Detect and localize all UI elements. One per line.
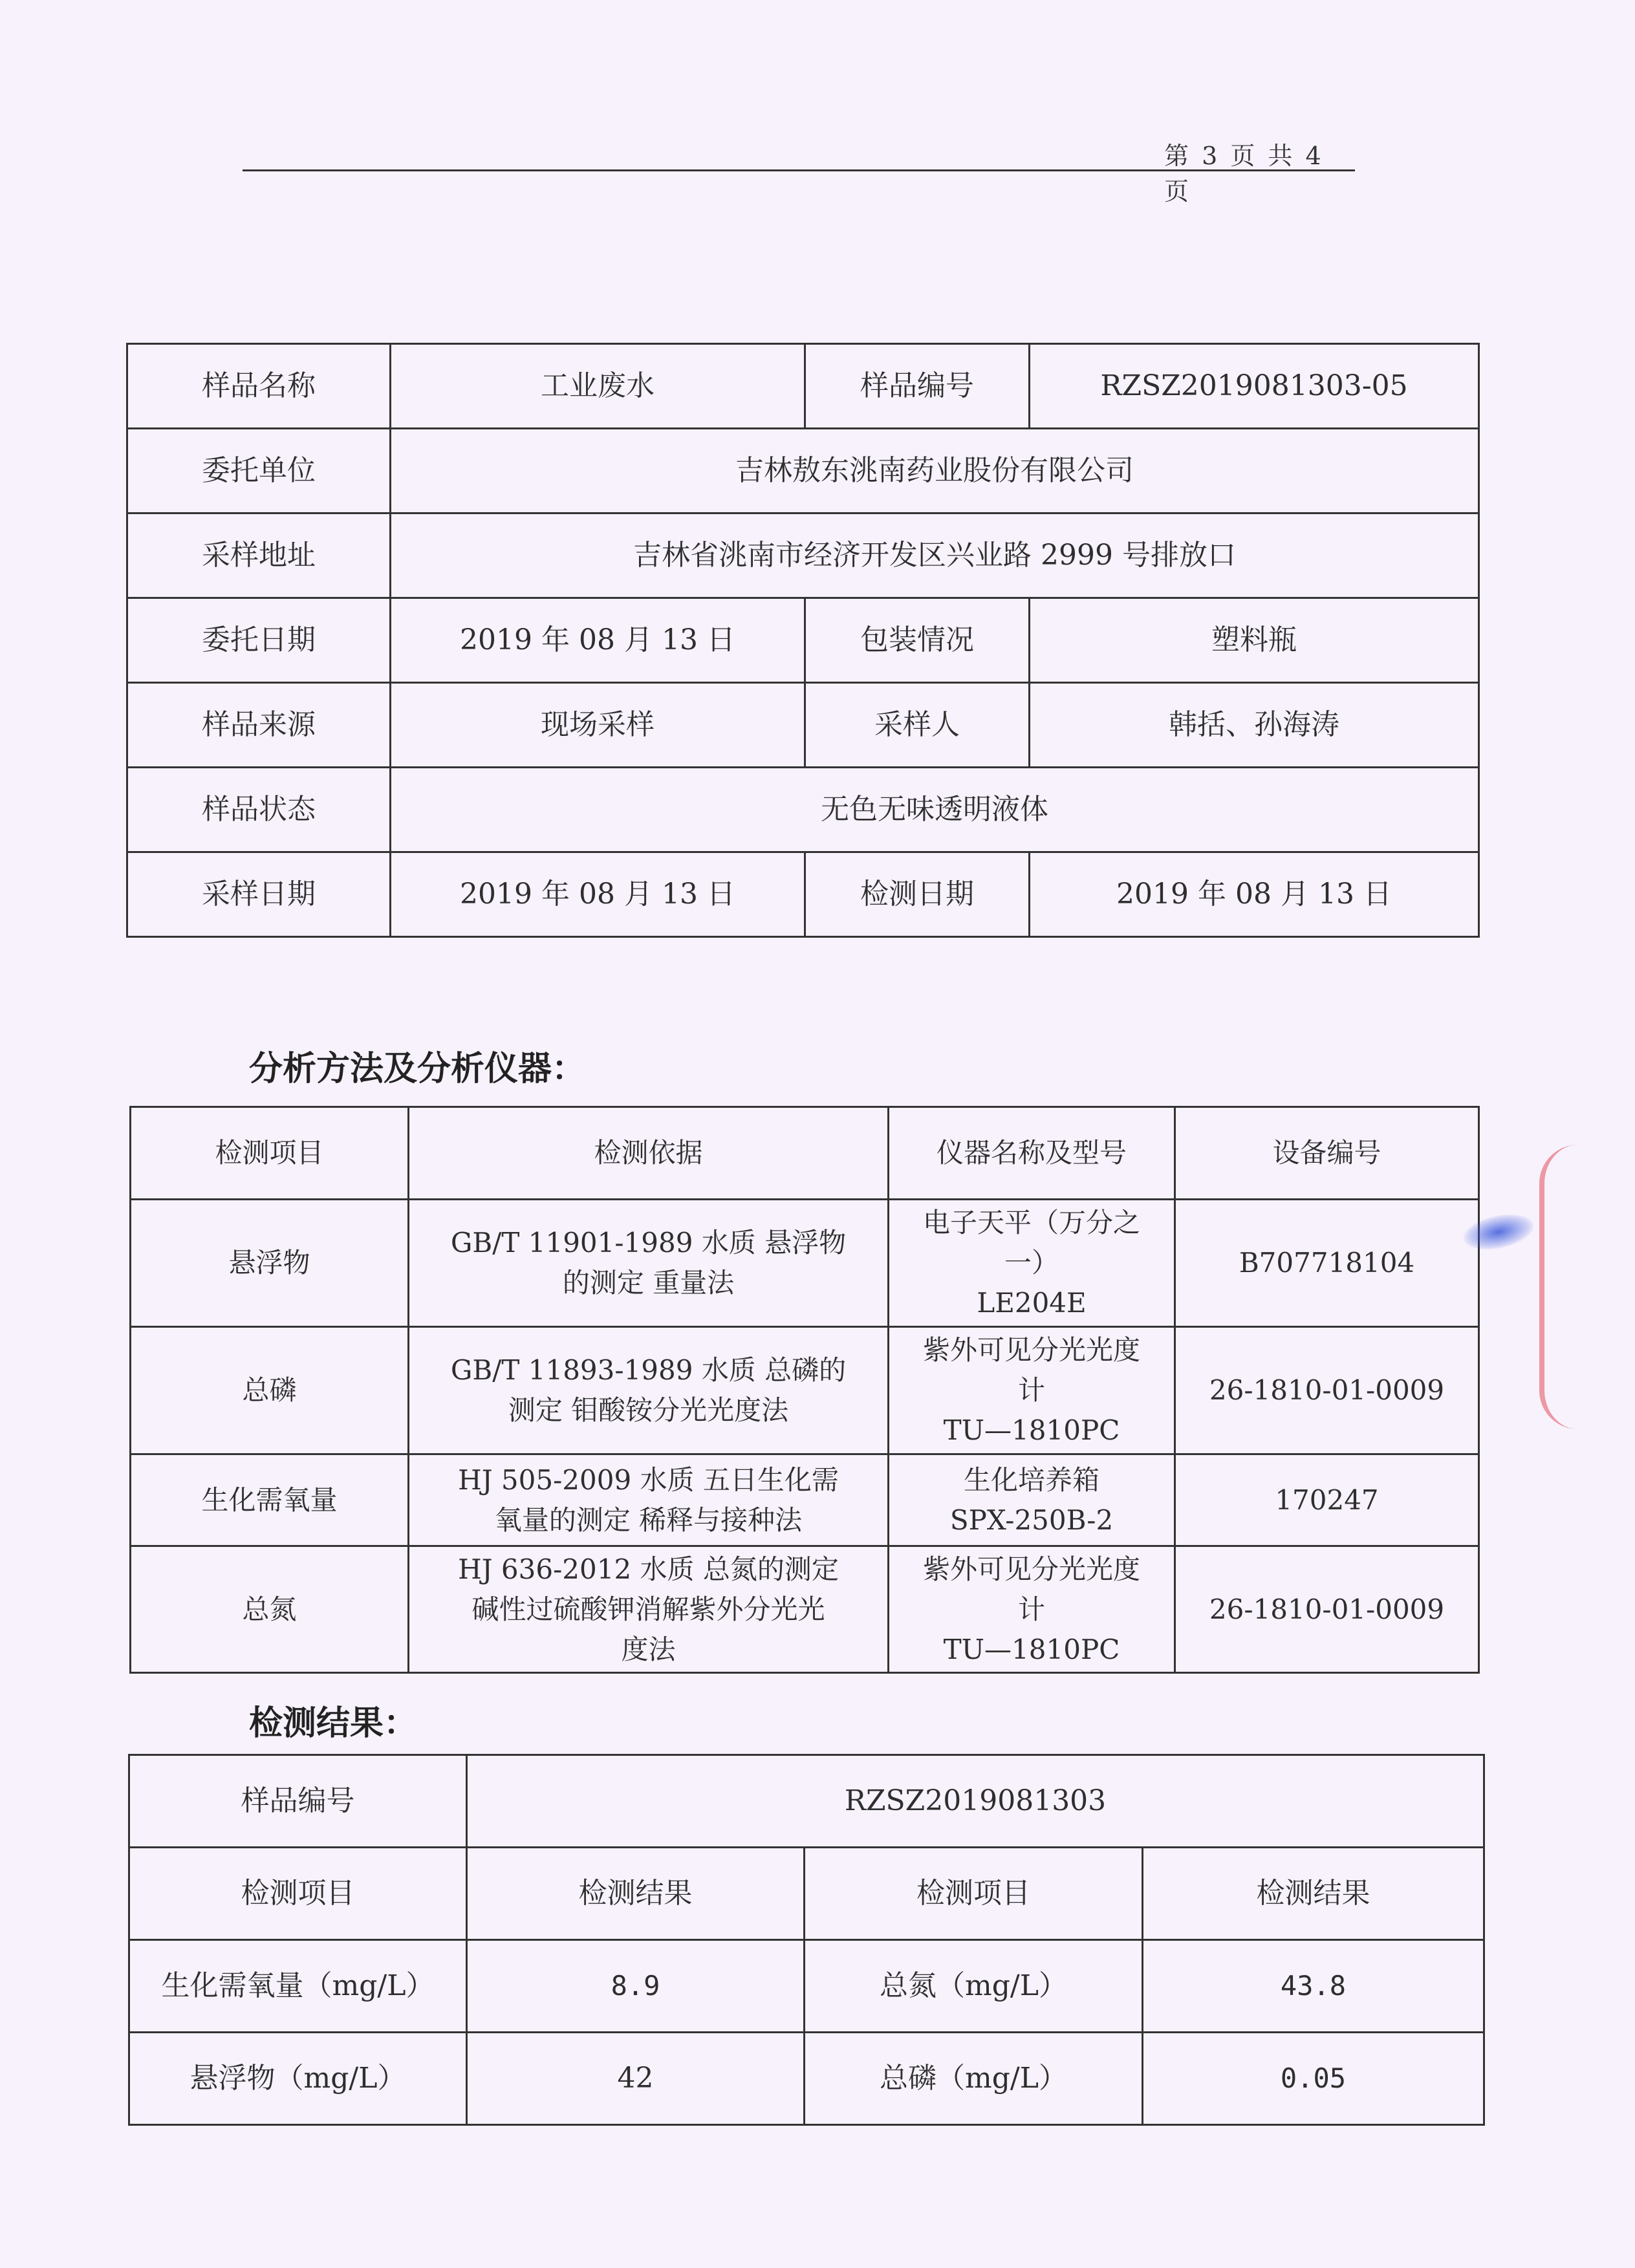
instrument-line: 一） [1004, 1247, 1059, 1279]
result-sample-id-value: RZSZ2019081303 [467, 1755, 1484, 1848]
table-header-row [131, 1107, 1479, 1200]
packaging-label: 包装情况 [805, 598, 1030, 683]
test-item: 悬浮物 [131, 1200, 409, 1327]
analysis-method-table [129, 1106, 1480, 1674]
column-header: 检测结果 [1143, 1848, 1484, 1940]
instrument-line: LE204E [977, 1287, 1087, 1319]
equipment-id: 170247 [1175, 1454, 1479, 1546]
result-value: 43.8 [1143, 1940, 1484, 2033]
table-row [131, 1327, 1479, 1454]
table-row [129, 1755, 1484, 1848]
instrument-line: 紫外可见分光光度 [922, 1553, 1140, 1585]
sample-name-label: 样品名称 [127, 344, 391, 429]
column-header: 检测项目 [129, 1848, 467, 1940]
table-row [129, 1940, 1484, 2033]
client-value: 吉林敖东洮南药业股份有限公司 [391, 429, 1479, 513]
test-basis-line: 的测定 重量法 [562, 1267, 735, 1299]
instrument [889, 1327, 1175, 1454]
address-value: 吉林省洮南市经济开发区兴业路 2999 号排放口 [391, 513, 1479, 598]
instrument-line: 计 [1017, 1593, 1045, 1625]
test-basis-line: GB/T 11893-1989 水质 总磷的 [450, 1354, 847, 1386]
instrument-line: 电子天平（万分之 [922, 1207, 1140, 1238]
result-value: 0.05 [1143, 2033, 1484, 2125]
result-item: 生化需氧量（mg/L） [129, 1940, 467, 2033]
sampler-value: 韩括、孙海涛 [1030, 683, 1479, 768]
test-basis-line: HJ 505-2009 水质 五日生化需 [458, 1463, 839, 1496]
instrument-line: 紫外可见分光光度 [922, 1334, 1140, 1366]
table-row [127, 513, 1479, 598]
sample-name-value: 工业废水 [391, 344, 805, 429]
packaging-value: 塑料瓶 [1030, 598, 1479, 683]
column-header: 检测依据 [409, 1107, 889, 1200]
sampling-date-label: 采样日期 [127, 852, 391, 937]
result-item: 总氮（mg/L） [805, 1940, 1143, 2033]
result-value: 42 [467, 2033, 805, 2125]
table-row [127, 598, 1479, 683]
source-value: 现场采样 [391, 683, 805, 768]
official-seal-stamp [1539, 1145, 1635, 1429]
instrument-line: 生化培养箱 [963, 1463, 1099, 1496]
table-row [131, 1546, 1479, 1673]
table-row [127, 344, 1479, 429]
commission-date-value: 2019 年 08 月 13 日 [391, 598, 805, 683]
column-header: 检测项目 [131, 1107, 409, 1200]
table-row [127, 683, 1479, 768]
instrument [889, 1454, 1175, 1546]
results-section-title: 检测结果： [249, 1704, 418, 1743]
results-table [128, 1754, 1485, 2126]
test-basis-line: 测定 钼酸铵分光光度法 [508, 1394, 789, 1426]
sample-id-value: RZSZ2019081303-05 [1030, 344, 1479, 429]
instrument-line: TU—1810PC [943, 1414, 1120, 1446]
instrument-line: TU—1810PC [943, 1633, 1120, 1665]
column-header: 仪器名称及型号 [889, 1107, 1175, 1200]
sampling-date-value: 2019 年 08 月 13 日 [391, 852, 805, 937]
test-item: 总磷 [131, 1327, 409, 1454]
sample-id-label: 样品编号 [805, 344, 1030, 429]
table-row [127, 768, 1479, 852]
result-sample-id-label: 样品编号 [129, 1755, 467, 1848]
column-header: 检测项目 [805, 1848, 1143, 1940]
table-row [127, 429, 1479, 513]
table-header-row [129, 1848, 1484, 1940]
equipment-id: 26-1810-01-0009 [1175, 1327, 1479, 1454]
test-basis-line: GB/T 11901-1989 水质 悬浮物 [450, 1227, 847, 1258]
source-label: 样品来源 [127, 683, 391, 768]
page-number: 第 3 页 共 4 页 [1164, 142, 1324, 206]
test-date-value: 2019 年 08 月 13 日 [1030, 852, 1479, 937]
test-date-label: 检测日期 [805, 852, 1030, 937]
instrument [889, 1546, 1175, 1673]
table-row [131, 1200, 1479, 1327]
table-row [131, 1454, 1479, 1546]
test-basis [409, 1327, 889, 1454]
column-header: 设备编号 [1175, 1107, 1479, 1200]
instrument-line: SPX-250B-2 [949, 1504, 1114, 1536]
test-basis-line: 氧量的测定 稀释与接种法 [494, 1504, 803, 1536]
test-basis [409, 1454, 889, 1546]
test-item: 总氮 [131, 1546, 409, 1673]
state-label: 样品状态 [127, 768, 391, 852]
column-header: 检测结果 [467, 1848, 805, 1940]
result-item: 总磷（mg/L） [805, 2033, 1143, 2125]
commission-date-label: 委托日期 [127, 598, 391, 683]
sample-info-table [126, 343, 1480, 938]
test-basis-line: HJ 636-2012 水质 总氮的测定 [458, 1553, 839, 1585]
instrument-line: 计 [1017, 1374, 1045, 1406]
table-row [127, 852, 1479, 937]
analysis-section-title: 分析方法及分析仪器： [249, 1050, 586, 1088]
test-basis [409, 1200, 889, 1327]
result-value: 8.9 [467, 1940, 805, 2033]
test-basis [409, 1546, 889, 1673]
equipment-id: B707718104 [1175, 1200, 1479, 1327]
sampler-label: 采样人 [805, 683, 1030, 768]
test-basis-line: 碱性过硫酸钾消解紫外分光光 [471, 1593, 825, 1625]
table-row [129, 2033, 1484, 2125]
header-rule [243, 169, 1355, 171]
test-item: 生化需氧量 [131, 1454, 409, 1546]
equipment-id: 26-1810-01-0009 [1175, 1546, 1479, 1673]
test-basis-line: 度法 [621, 1633, 676, 1665]
instrument [889, 1200, 1175, 1327]
address-label: 采样地址 [127, 513, 391, 598]
result-item: 悬浮物（mg/L） [129, 2033, 467, 2125]
state-value: 无色无味透明液体 [391, 768, 1479, 852]
client-label: 委托单位 [127, 429, 391, 513]
